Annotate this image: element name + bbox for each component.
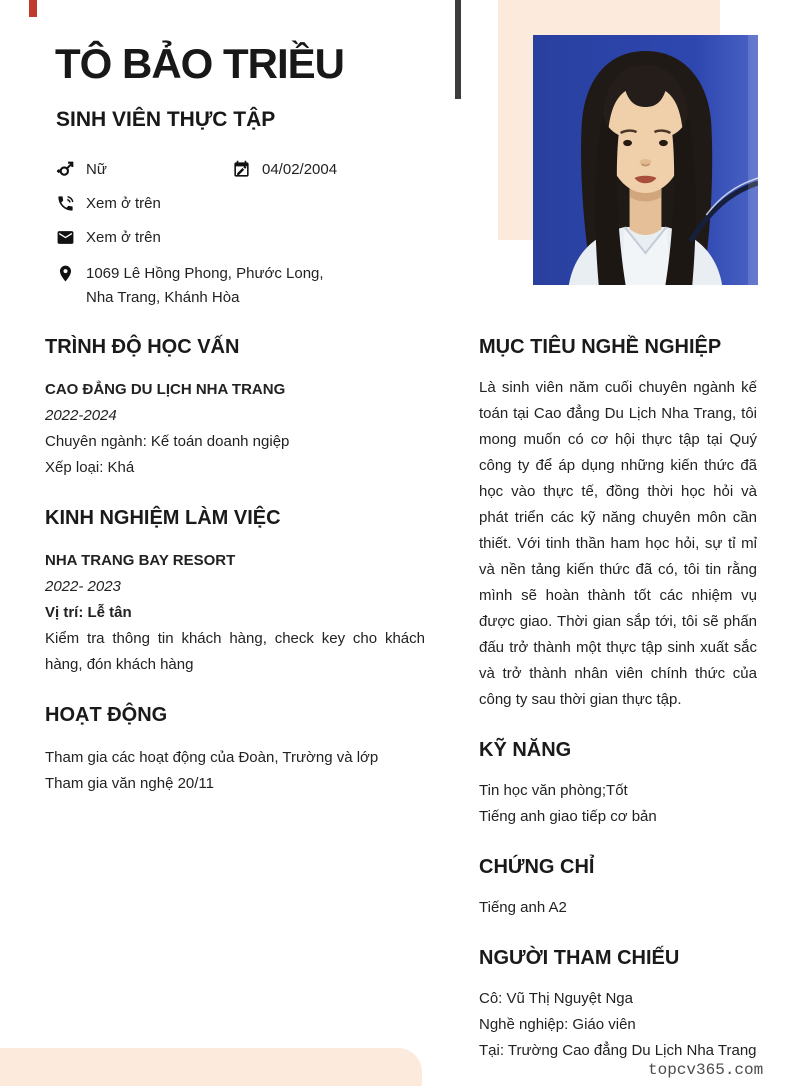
contact-row-phone bbox=[56, 194, 460, 213]
section-experience bbox=[45, 507, 425, 678]
experience-position: Vị trí: Lễ tân bbox=[45, 604, 132, 621]
birthday-value: 04/02/2004 bbox=[262, 161, 338, 178]
certificate-item: Tiếng anh A2 bbox=[479, 899, 567, 916]
references-heading: NGƯỜI THAM CHIẾU bbox=[479, 947, 680, 969]
reference-item: Nghề nghiệp: Giáo viên bbox=[479, 1016, 636, 1033]
watermark-text: topcv365.com bbox=[648, 1061, 764, 1079]
education-heading: TRÌNH ĐỘ HỌC VẤN bbox=[45, 336, 240, 358]
reference-item: Cô: Vũ Thị Nguyệt Nga bbox=[479, 990, 633, 1007]
birthday-item bbox=[232, 160, 337, 179]
activities-heading: HOẠT ĐỘNG bbox=[45, 704, 168, 726]
contact-row-gender-birthday bbox=[56, 160, 460, 179]
header-divider-bar bbox=[455, 0, 461, 99]
certificates-heading: CHỨNG CHỈ bbox=[479, 856, 595, 878]
email-icon bbox=[56, 228, 75, 247]
section-references bbox=[479, 947, 757, 1064]
education-period: 2022-2024 bbox=[45, 407, 117, 424]
contact-row-address bbox=[56, 262, 460, 310]
red-accent-mark bbox=[29, 0, 37, 17]
email-value: Xem ở trên bbox=[86, 229, 161, 246]
phone-value: Xem ở trên bbox=[86, 195, 161, 212]
experience-description: Kiểm tra thông tin khách hàng, check key cho khách hàng, đón khách hàng bbox=[45, 630, 425, 673]
activity-item: Tham gia văn nghệ 20/11 bbox=[45, 775, 215, 792]
skill-item: Tin học văn phòng;Tốt bbox=[479, 782, 628, 799]
address-value: 1069 Lê Hồng Phong, Phước Long, Nha Trang, Khánh Hòa bbox=[86, 265, 324, 306]
phone-item bbox=[56, 194, 161, 213]
address-item bbox=[56, 262, 344, 310]
phone-icon bbox=[56, 194, 75, 213]
left-column bbox=[45, 336, 425, 823]
activity-item: Tham gia các hoạt động của Đoàn, Trường và lớp bbox=[45, 749, 379, 766]
gender-icon bbox=[56, 160, 75, 179]
contact-info bbox=[56, 160, 460, 325]
peach-block-bottom-left bbox=[0, 1048, 422, 1086]
objective-text: Là sinh viên năm cuối chuyên ngành kế toán tại Cao đẳng Du Lịch Nha Trang, tôi mong muốn có cơ hội thực tập tại Quý công ty để áp dụng những kiến thức đã học vào thực tế, đồng thời học hỏi và phát triển các kỹ năng chuyên môn cần thiết. Với tinh thần ham học hỏi, sự tỉ mỉ và nền tảng kiến thức đã có, tôi tin rằng mình sẽ hoàn thành tốt các nhiệm vụ được giao. Thời gian sắp tới, tôi sẽ phấn đấu trở thành một thực tập sinh xuất sắc và trở thành nhân viên chính thức của công ty sau thời gian thực tập. bbox=[479, 379, 757, 708]
experience-heading: KINH NGHIỆM LÀM VIỆC bbox=[45, 507, 281, 529]
section-activities bbox=[45, 704, 425, 797]
calendar-icon bbox=[232, 160, 251, 179]
skill-item: Tiếng anh giao tiếp cơ bản bbox=[479, 808, 657, 825]
education-school: CAO ĐẲNG DU LỊCH NHA TRANG bbox=[45, 381, 286, 398]
section-skills bbox=[479, 739, 757, 830]
education-grade: Xếp loại: Khá bbox=[45, 459, 135, 476]
education-major: Chuyên ngành: Kế toán doanh ngiệp bbox=[45, 433, 290, 450]
reference-item: Tại: Trường Cao đẳng Du Lịch Nha Trang bbox=[479, 1042, 757, 1059]
skills-heading: KỸ NĂNG bbox=[479, 739, 572, 761]
gender-item bbox=[56, 160, 232, 179]
section-objective bbox=[479, 336, 757, 713]
objective-heading: MỤC TIÊU NGHỀ NGHIỆP bbox=[479, 336, 722, 358]
right-column bbox=[479, 336, 757, 1086]
location-icon bbox=[56, 264, 75, 283]
email-item bbox=[56, 228, 161, 247]
candidate-name: TÔ BẢO TRIỀU bbox=[55, 40, 344, 87]
profile-photo bbox=[533, 35, 758, 285]
candidate-job-title: SINH VIÊN THỰC TẬP bbox=[56, 108, 276, 131]
gender-value: Nữ bbox=[86, 161, 107, 178]
section-certificates bbox=[479, 856, 757, 921]
experience-company: NHA TRANG BAY RESORT bbox=[45, 552, 236, 569]
contact-row-email bbox=[56, 228, 460, 247]
section-education bbox=[45, 336, 425, 481]
experience-period: 2022- 2023 bbox=[45, 578, 121, 595]
profile-photo-illustration bbox=[533, 35, 758, 285]
